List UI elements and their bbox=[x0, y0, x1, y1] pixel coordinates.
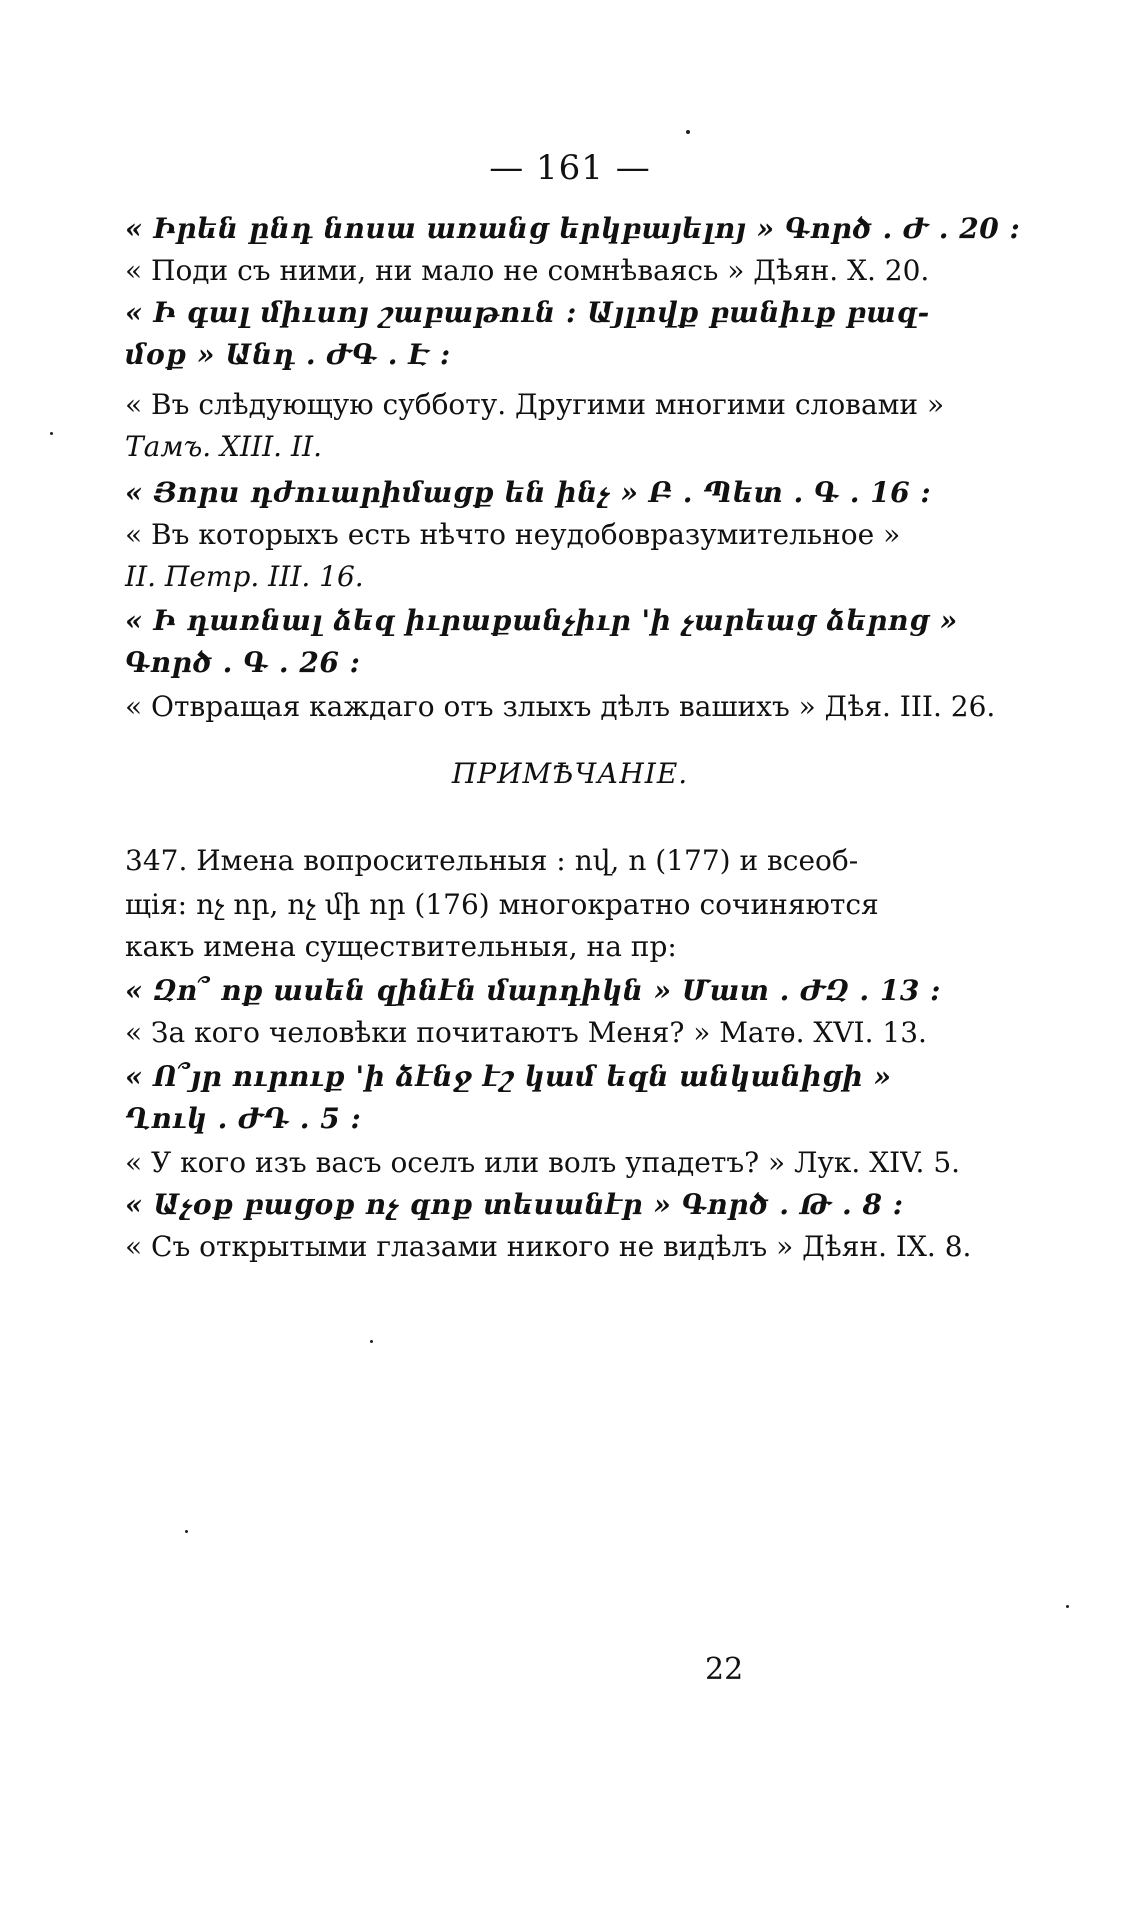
line-text: « У кого изъ васъ оселъ или волъ упадетъ? » Лук. XIV. 5. bbox=[125, 1146, 961, 1179]
line-text: щія: ոչ որ, ոչ մի որ (176) многократно сочиняются bbox=[125, 888, 879, 921]
line-text: Գործ . Գ . 26 : bbox=[125, 646, 361, 679]
russian-line bbox=[125, 250, 929, 292]
print-speck bbox=[370, 1340, 373, 1343]
line-text: « Поди съ ними, ни мало не сомнѣваясь » Дѣян. X. 20. bbox=[125, 254, 930, 287]
line-text: « Ի գալ միւսոյ շաբաթուն : Այլովք բանիւք բազ- bbox=[125, 296, 930, 329]
page-number: — 161 — bbox=[489, 148, 651, 188]
signature-mark: 22 bbox=[705, 1652, 744, 1687]
reference-line bbox=[125, 426, 322, 468]
paragraph-line bbox=[125, 926, 677, 968]
line-text: « Отвращая каждаго отъ злыхъ дѣлъ вашихъ » Дѣя. III. 26. bbox=[125, 690, 996, 723]
reference-line bbox=[125, 556, 364, 598]
line-text: « Ո՞յր ուրուք 'ի ձէնջ էշ կամ եզն անկանիցի » bbox=[125, 1060, 892, 1093]
russian-line bbox=[125, 384, 944, 426]
russian-line bbox=[125, 1012, 927, 1054]
russian-line bbox=[125, 1226, 971, 1268]
armenian-line bbox=[125, 292, 930, 334]
armenian-line bbox=[125, 1184, 904, 1226]
line-text: « Իրեն ընդ նոսա առանց երկբայելոյ » Գործ . Ժ . 20 : bbox=[125, 212, 1021, 245]
line-text: Тамъ. XIII. II. bbox=[125, 430, 322, 463]
line-text: какъ имена существительныя, на пр: bbox=[125, 930, 677, 963]
line-text: « Ի դառնալ ձեզ իւրաքանչիւր 'ի չարեաց ձերոց » bbox=[125, 604, 958, 637]
armenian-line bbox=[125, 472, 931, 514]
print-speck bbox=[50, 432, 53, 435]
line-text: « За кого человѣки почитаютъ Меня? » Матѳ. XVI. 13. bbox=[125, 1016, 927, 1049]
line-text: II. Петр. III. 16. bbox=[125, 560, 364, 593]
line-text: « Աչօք բացօք ոչ զոք տեսանէր » Գործ . Թ . 8 : bbox=[125, 1188, 904, 1221]
section-heading: ПРИМѢЧАНІЕ. bbox=[451, 757, 689, 790]
armenian-line bbox=[125, 1098, 361, 1140]
armenian-line bbox=[125, 1056, 891, 1098]
russian-line bbox=[125, 514, 900, 556]
armenian-line bbox=[125, 334, 451, 376]
line-text: մօք » Անդ . ԺԳ . Է : bbox=[125, 338, 451, 371]
line-text: « Զո՞ ոք ասեն զինէն մարդիկն » Մատ . ԺԶ . 13 : bbox=[125, 974, 941, 1007]
line-text: « Въ которыхъ есть нѣчто неудобовразумительное » bbox=[125, 518, 901, 551]
armenian-line bbox=[125, 642, 360, 684]
paragraph-line bbox=[125, 884, 879, 926]
print-speck bbox=[1066, 1605, 1069, 1608]
print-speck bbox=[686, 130, 690, 134]
russian-line bbox=[125, 1142, 960, 1184]
russian-line bbox=[125, 686, 995, 728]
armenian-line bbox=[125, 600, 958, 642]
line-text: Ղուկ . ԺԴ . 5 : bbox=[125, 1102, 362, 1135]
armenian-line bbox=[125, 208, 1020, 250]
armenian-line bbox=[125, 970, 941, 1012]
line-text: « Յորս դժուարիմացք են ինչ » Բ . Պետ . Գ . 16 : bbox=[125, 476, 932, 509]
line-text: 347. Имена вопросительныя : ով, ո (177) и всеоб- bbox=[125, 844, 859, 877]
line-text: « Съ открытыми глазами никого не видѣлъ » Дѣян. IX. 8. bbox=[125, 1230, 972, 1263]
line-text: « Въ слѣдующую субботу. Другими многими словами » bbox=[125, 388, 945, 421]
print-speck bbox=[185, 1530, 188, 1533]
paragraph-line bbox=[125, 840, 858, 882]
